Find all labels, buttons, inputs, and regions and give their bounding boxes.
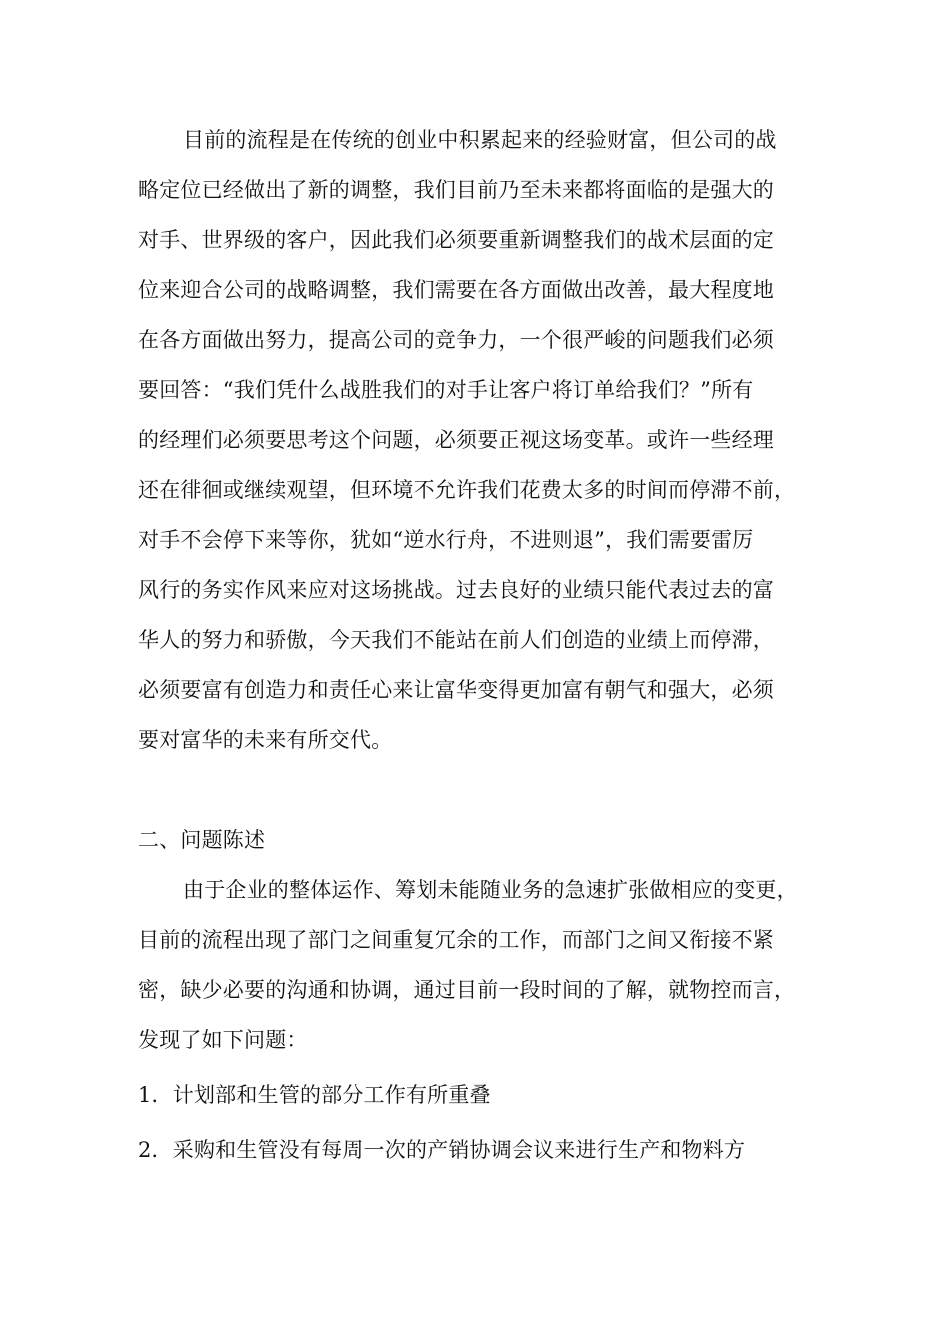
paragraph-line: 风行的务实作风来应对这场挑战。过去良好的业绩只能代表过去的富 xyxy=(138,578,774,602)
paragraph-line: 还在徘徊或继续观望，但环境不允许我们花费太多的时间而停滞不前， xyxy=(138,478,796,502)
paragraph-line: 略定位已经做出了新的调整，我们目前乃至未来都将面临的是强大的 xyxy=(138,178,774,202)
paragraph-line: 由于企业的整体运作、筹划未能随业务的急速扩张做相应的变更， xyxy=(183,878,798,902)
paragraph-line: 位来迎合公司的战略调整，我们需要在各方面做出改善，最大程度地 xyxy=(138,278,774,302)
paragraph-line: 必须要富有创造力和责任心来让富华变得更加富有朝气和强大，必须 xyxy=(138,678,774,702)
list-item: 2．采购和生管没有每周一次的产销协调会议来进行生产和物料方 xyxy=(138,1138,746,1162)
paragraph-line: 对手不会停下来等你，犹如“逆水行舟，不进则退”，我们需要雷厉 xyxy=(138,528,754,552)
paragraph-line: 密，缺少必要的沟通和协调，通过目前一段时间的了解，就物控而言， xyxy=(138,978,796,1002)
paragraph-line: 在各方面做出努力，提高公司的竞争力，一个很严峻的问题我们必须 xyxy=(138,328,774,352)
paragraph-line: 要回答：“我们凭什么战胜我们的对手让客户将订单给我们？”所有 xyxy=(138,378,754,402)
paragraph-line: 目前的流程是在传统的创业中积累起来的经验财富，但公司的战 xyxy=(183,128,777,152)
section-heading: 二、问题陈述 xyxy=(138,828,266,852)
paragraph-line: 华人的努力和骄傲，今天我们不能站在前人们创造的业绩上而停滞， xyxy=(138,628,774,652)
paragraph-line: 对手、世界级的客户，因此我们必须要重新调整我们的战术层面的定 xyxy=(138,228,774,252)
paragraph-line: 的经理们必须要思考这个问题，必须要正视这场变革。或许一些经理 xyxy=(138,428,774,452)
list-item: 1．计划部和生管的部分工作有所重叠 xyxy=(138,1083,491,1107)
paragraph-line: 目前的流程出现了部门之间重复冗余的工作，而部门之间又衔接不紧 xyxy=(138,928,774,952)
paragraph-line: 发现了如下问题： xyxy=(138,1028,308,1052)
paragraph-line: 要对富华的未来有所交代。 xyxy=(138,728,393,752)
